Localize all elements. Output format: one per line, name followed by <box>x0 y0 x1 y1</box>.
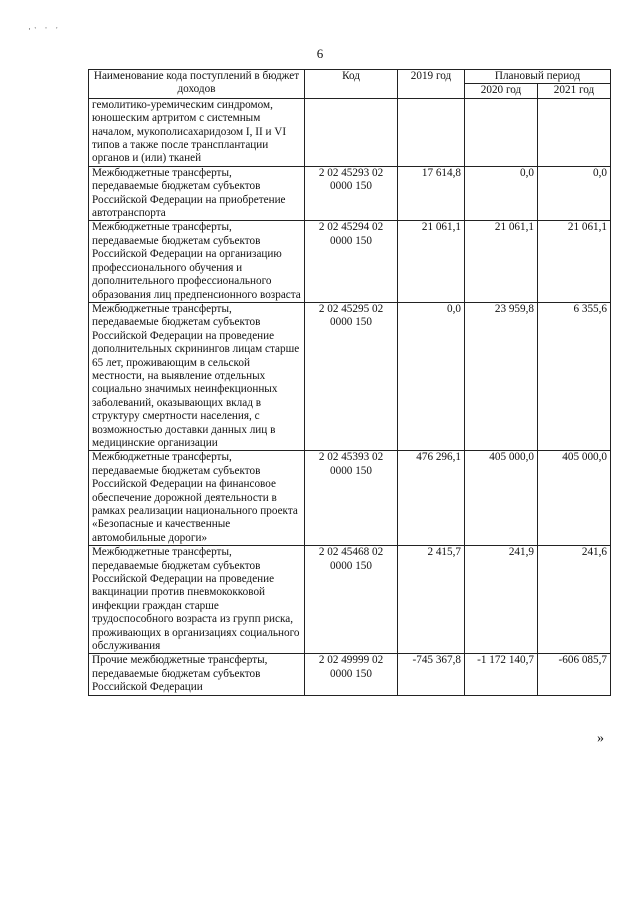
cell-2020: -1 172 140,7 <box>465 654 538 695</box>
cell-code <box>305 98 398 166</box>
cell-name: Межбюджетные трансферты, передаваемые бюджетам субъектов Российской Федерации на организацию профессионального обучения и дополнительного профессионального образования лиц предпенсионного возраста <box>89 221 305 302</box>
header-2021: 2021 год <box>538 84 611 98</box>
table-row <box>89 654 611 695</box>
cell-code: 2 02 45295 02 0000 150 <box>305 302 398 450</box>
scan-specks: ·ˑ ˑ ˑ <box>28 24 61 34</box>
table-row <box>89 98 611 166</box>
revenue-table <box>88 69 611 696</box>
cell-2020: 241,9 <box>465 546 538 654</box>
cell-2021: -606 085,7 <box>538 654 611 695</box>
cell-2019: 0,0 <box>398 302 465 450</box>
cell-2021: 21 061,1 <box>538 221 611 302</box>
cell-code: 2 02 45294 02 0000 150 <box>305 221 398 302</box>
header-name: Наименование кода поступлений в бюджет доходов <box>89 70 305 99</box>
cell-name: Межбюджетные трансферты, передаваемые бюджетам субъектов Российской Федерации на приобретение автотранспорта <box>89 166 305 221</box>
cell-2020: 405 000,0 <box>465 451 538 546</box>
cell-2021: 405 000,0 <box>538 451 611 546</box>
header-planned-period: Плановый период <box>465 70 611 84</box>
cell-2021: 6 355,6 <box>538 302 611 450</box>
table-header-row <box>89 70 611 84</box>
cell-name: Межбюджетные трансферты, передаваемые бюджетам субъектов Российской Федерации на проведение дополнительных скринингов лицам старше 65 лет, проживающим в сельской местности, на выявление отдельных социально значимых неинфекционных заболеваний, оказывающих вклад в структуру смертности населения, с возможностью доставки данных лиц в медицинские организации <box>89 302 305 450</box>
cell-name: Прочие межбюджетные трансферты, передаваемые бюджетам субъектов Российской Федерации <box>89 654 305 695</box>
closing-quote-mark: » <box>597 731 604 746</box>
cell-2019: 21 061,1 <box>398 221 465 302</box>
cell-2020 <box>465 98 538 166</box>
cell-2021: 0,0 <box>538 166 611 221</box>
cell-2019 <box>398 98 465 166</box>
cell-2020: 0,0 <box>465 166 538 221</box>
cell-code: 2 02 45293 02 0000 150 <box>305 166 398 221</box>
table-row <box>89 451 611 546</box>
cell-name: Межбюджетные трансферты, передаваемые бюджетам субъектов Российской Федерации на проведение вакцинации против пневмококковой инфекции граждан старше трудоспособного возраста из групп риска, проживающих в организациях социального обслуживания <box>89 546 305 654</box>
cell-name: гемолитико-уремическим синдромом, юношеским артритом с системным началом, мукополисахаридозом I, II и VI типов а также после трансплантации органов и (или) тканей <box>89 98 305 166</box>
cell-2019: 476 296,1 <box>398 451 465 546</box>
table-row <box>89 302 611 450</box>
table-row <box>89 166 611 221</box>
page-number: 6 <box>316 46 324 61</box>
header-2019: 2019 год <box>398 70 465 99</box>
header-code: Код <box>305 70 398 99</box>
table-row <box>89 221 611 302</box>
table-row <box>89 546 611 654</box>
cell-2021: 241,6 <box>538 546 611 654</box>
cell-2021 <box>538 98 611 166</box>
cell-code: 2 02 49999 02 0000 150 <box>305 654 398 695</box>
cell-code: 2 02 45393 02 0000 150 <box>305 451 398 546</box>
cell-2020: 21 061,1 <box>465 221 538 302</box>
cell-code: 2 02 45468 02 0000 150 <box>305 546 398 654</box>
cell-2020: 23 959,8 <box>465 302 538 450</box>
cell-2019: -745 367,8 <box>398 654 465 695</box>
cell-name: Межбюджетные трансферты, передаваемые бюджетам субъектов Российской Федерации на финансовое обеспечение дорожной деятельности в рамках реализации национального проекта «Безопасные и качественные автомобильные дороги» <box>89 451 305 546</box>
cell-2019: 17 614,8 <box>398 166 465 221</box>
header-2020: 2020 год <box>465 84 538 98</box>
cell-2019: 2 415,7 <box>398 546 465 654</box>
